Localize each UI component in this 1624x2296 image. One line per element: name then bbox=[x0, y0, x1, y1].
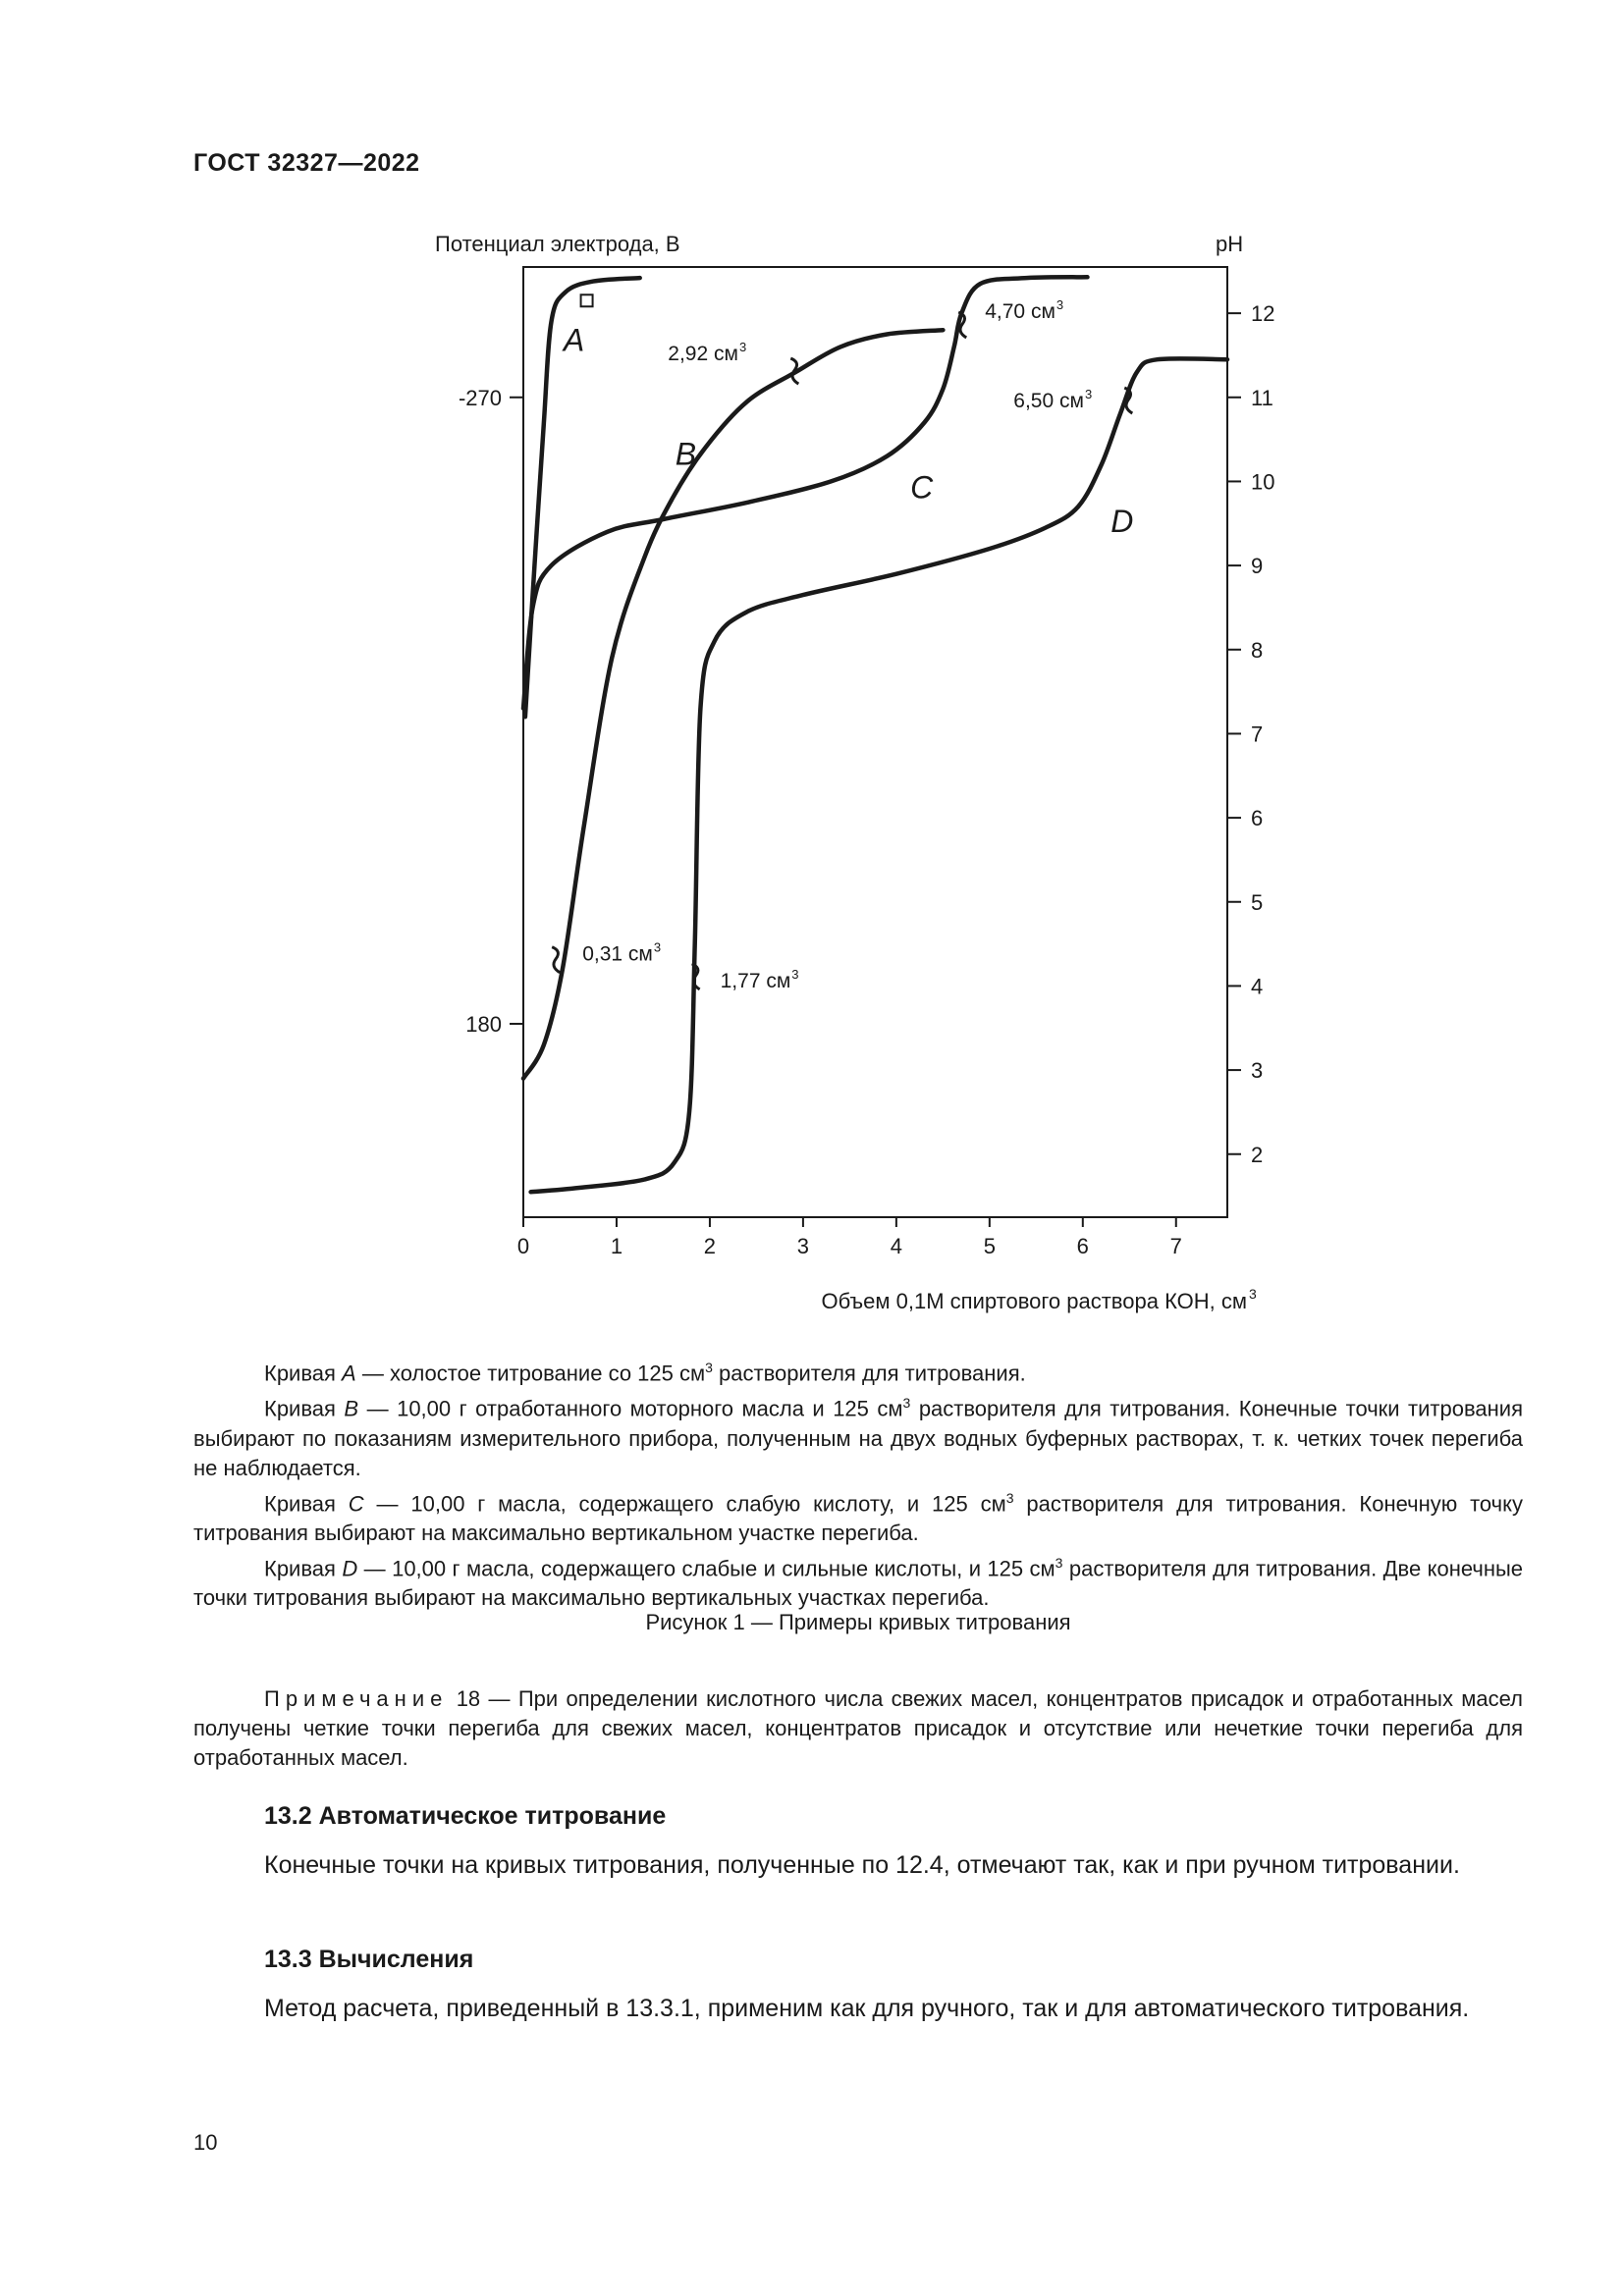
endpoint-label-5: 1,77 см bbox=[720, 969, 791, 992]
ph-tick-label-12: 12 bbox=[1251, 301, 1275, 327]
caption-curve-d: Кривая D — 10,00 г масла, содержащего слабые и сильные кислоты, и 125 $см^3$ растворителя для титрования. Две конечные точки титрования выбирают на максимально вертикальных участках перегиба. bbox=[193, 1554, 1524, 1611]
endpoint-marker-4 bbox=[552, 947, 560, 973]
section-body-13-2: Конечные точки на кривых титрования, полученные по 12.4, отмечают так, как и при ручном титровании. bbox=[264, 1851, 1460, 1879]
curve-label-a: A bbox=[563, 322, 585, 358]
endpoint-label-4: 0,31 см bbox=[582, 942, 653, 966]
curve-a-marker bbox=[581, 294, 593, 306]
endpoint-label-3: 6,50 см bbox=[1013, 390, 1084, 413]
curve-label-d: D bbox=[1110, 503, 1134, 539]
endpoint-label-sup-3: 3 bbox=[1084, 387, 1093, 402]
note-label: Примечание bbox=[264, 1686, 449, 1711]
section-body-13-3: Метод расчета, приведенный в 13.3.1, применим как для ручного, так и для автоматического титрования. bbox=[264, 1995, 1470, 2022]
ph-tick-label-3: 3 bbox=[1251, 1058, 1264, 1084]
potential-tick-label-180: 180 bbox=[465, 1011, 502, 1037]
ph-tick-label-11: 11 bbox=[1251, 385, 1273, 410]
curve-d bbox=[531, 358, 1227, 1192]
note-text: 18 — При определении кислотного числа свежих масел, концентратов присадок и отработанных масел получены четкие точки перегиба для свежих масел, концентратов присадок и отсутствие или нечеткие точки перегиба для отработанных масел. bbox=[193, 1686, 1523, 1770]
x-tick-label-2: 2 bbox=[703, 1234, 717, 1258]
ph-tick-label-8: 8 bbox=[1251, 637, 1264, 663]
x-axis-label-sup: 3 bbox=[1249, 1286, 1257, 1302]
x-tick-label-4: 4 bbox=[890, 1234, 902, 1258]
figure-captions bbox=[193, 1353, 1523, 1613]
ph-tick-label-10: 10 bbox=[1251, 469, 1275, 495]
potential-tick-label--270: -270 bbox=[458, 385, 502, 410]
figure-title: Рисунок 1 — Примеры кривых титрования bbox=[645, 1610, 1071, 1634]
section-heading-13-2: 13.2 Автоматическое титрование bbox=[264, 1802, 667, 1830]
x-tick-label-1: 1 bbox=[610, 1234, 623, 1258]
endpoint-label-2: 4,70 см bbox=[985, 299, 1056, 323]
right-axis-label: pH bbox=[1216, 232, 1244, 256]
ph-tick-label-2: 2 bbox=[1251, 1142, 1264, 1167]
ph-tick-label-9: 9 bbox=[1251, 554, 1264, 579]
x-tick-label-7: 7 bbox=[1169, 1234, 1182, 1258]
caption-curve-a: Кривая A — холостое титрование со 125 $см^3$ растворителя для титрования. bbox=[264, 1360, 1026, 1386]
curve-label-c: C bbox=[910, 469, 934, 506]
ph-tick-label-4: 4 bbox=[1251, 974, 1264, 999]
left-axis-label: Потенциал электрода, В bbox=[435, 232, 680, 256]
caption-curve-c: Кривая C — 10,00 г масла, содержащего слабую кислоту, и 125 $см^3$ растворителя для титрования. Конечную точку титрования выбирают на максимально вертикальном участке перегиба. bbox=[193, 1489, 1523, 1545]
chart-annotations bbox=[552, 294, 1133, 992]
curve-label-b: B bbox=[675, 436, 697, 472]
chart-axes bbox=[435, 232, 1274, 1313]
x-axis-label: Объем 0,1М спиртового раствора КОН, см bbox=[821, 1289, 1247, 1313]
x-tick-label-6: 6 bbox=[1076, 1234, 1089, 1258]
ph-tick-label-5: 5 bbox=[1251, 889, 1264, 915]
curve-c bbox=[523, 277, 1088, 708]
curve-b bbox=[523, 330, 943, 1078]
page-number: 10 bbox=[193, 2130, 218, 2155]
ph-tick-label-6: 6 bbox=[1251, 806, 1264, 831]
chart-curves bbox=[523, 277, 1227, 1192]
caption-curve-b: Кривая B — 10,00 г отработанного моторного масла и 125 $см^3$ растворителя для титрования. Конечные точки титрования выбирают по показаниям измерительного прибора, полученным на двух водных буферных растворах, т. к. четких точек перегиба не наблюдается. bbox=[193, 1395, 1523, 1480]
note-18 bbox=[193, 1684, 1523, 1773]
endpoint-label-1: 2,92 см bbox=[668, 343, 738, 366]
document-header: ГОСТ 32327—2022 bbox=[193, 149, 420, 177]
ph-tick-label-7: 7 bbox=[1251, 721, 1264, 747]
endpoint-label-sup-4: 3 bbox=[653, 939, 662, 955]
endpoint-label-sup-5: 3 bbox=[791, 966, 799, 982]
endpoint-label-sup-2: 3 bbox=[1056, 296, 1064, 312]
x-tick-label-5: 5 bbox=[983, 1234, 996, 1258]
endpoint-label-sup-1: 3 bbox=[738, 340, 747, 355]
x-tick-label-0: 0 bbox=[516, 1234, 530, 1258]
x-tick-label-3: 3 bbox=[796, 1234, 810, 1258]
section-heading-13-3: 13.3 Вычисления bbox=[264, 1946, 474, 1973]
